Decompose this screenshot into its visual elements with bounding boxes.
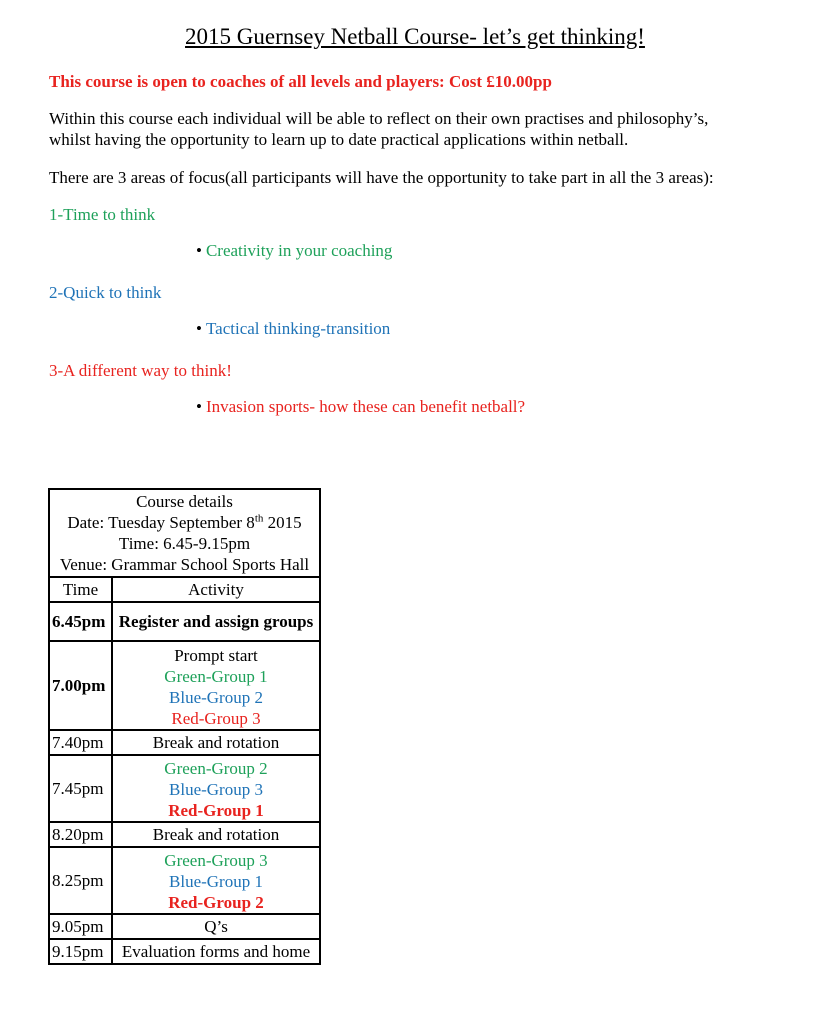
table-row — [49, 602, 320, 641]
table-row — [49, 847, 320, 914]
focus-bullet-text: Tactical thinking-transition — [205, 319, 391, 338]
focus-bullet-text: Creativity in your coaching — [205, 241, 393, 260]
course-venue: Venue: Grammar School Sports Hall — [59, 555, 310, 574]
group-blue: Blue-Group 2 — [169, 688, 263, 707]
row-activity: Break and rotation — [112, 822, 320, 847]
course-details-heading: Course details — [136, 492, 233, 511]
focus-bullet-2 — [196, 319, 390, 339]
column-header-time: Time — [49, 577, 112, 602]
group-red: Red-Group 3 — [171, 709, 261, 728]
intro-paragraph-line-1: Within this course each individual will be able to reflect on their own practises and philosophy’s, — [49, 109, 709, 128]
column-header-activity: Activity — [112, 577, 320, 602]
table-header-row — [49, 489, 320, 577]
table-row — [49, 939, 320, 964]
table-column-header-row — [49, 577, 320, 602]
focus-heading-1: 1-Time to think — [49, 205, 156, 224]
focus-bullet-text: Invasion sports- how these can benefit netball? — [205, 397, 526, 416]
row-time: 9.05pm — [49, 914, 112, 939]
group-blue: Blue-Group 3 — [169, 780, 263, 799]
course-schedule-table — [48, 488, 321, 965]
row-activity: Evaluation forms and home — [112, 939, 320, 964]
table-row — [49, 641, 320, 730]
row-time: 8.20pm — [49, 822, 112, 847]
focus-bullet-3 — [196, 397, 525, 417]
focus-bullet-1 — [196, 241, 392, 261]
row-time: 8.25pm — [49, 847, 112, 914]
table-row — [49, 822, 320, 847]
row-activity: Register and assign groups — [112, 602, 320, 641]
table-row — [49, 914, 320, 939]
row-time: 7.00pm — [49, 641, 112, 730]
row-time: 7.45pm — [49, 755, 112, 822]
group-red: Red-Group 1 — [168, 801, 264, 820]
row-activity: Break and rotation — [112, 730, 320, 755]
group-blue: Blue-Group 1 — [169, 872, 263, 891]
group-green: Green-Group 3 — [164, 851, 268, 870]
focus-heading-3: 3-A different way to think! — [49, 361, 232, 380]
group-green: Green-Group 1 — [164, 667, 268, 686]
page-title: 2015 Guernsey Netball Course- let’s get thinking! — [185, 24, 645, 49]
row-activity — [112, 755, 320, 822]
course-date: Date: Tuesday September 8th 2015 — [67, 512, 302, 532]
course-details-cell — [49, 489, 320, 577]
row-time: 9.15pm — [49, 939, 112, 964]
row-time: 6.45pm — [49, 602, 112, 641]
table-row — [49, 755, 320, 822]
cost-notice: This course is open to coaches of all levels and players: Cost £10.00pp — [49, 72, 552, 91]
intro-paragraph-line-2: whilst having the opportunity to learn up to date practical applications within netball. — [49, 130, 629, 149]
row-activity — [112, 641, 320, 730]
group-red: Red-Group 2 — [168, 893, 264, 912]
bullet-icon: • — [196, 241, 202, 260]
row-activity — [112, 847, 320, 914]
row-time: 7.40pm — [49, 730, 112, 755]
bullet-icon: • — [196, 319, 202, 338]
focus-intro: There are 3 areas of focus(all participants will have the opportunity to take part in all the 3 areas): — [49, 168, 714, 187]
table-row — [49, 730, 320, 755]
focus-heading-2: 2-Quick to think — [49, 283, 162, 302]
group-green: Green-Group 2 — [164, 759, 268, 778]
activity-line: Prompt start — [174, 646, 258, 665]
course-time: Time: 6.45-9.15pm — [118, 534, 251, 553]
bullet-icon: • — [196, 397, 202, 416]
row-activity: Q’s — [112, 914, 320, 939]
